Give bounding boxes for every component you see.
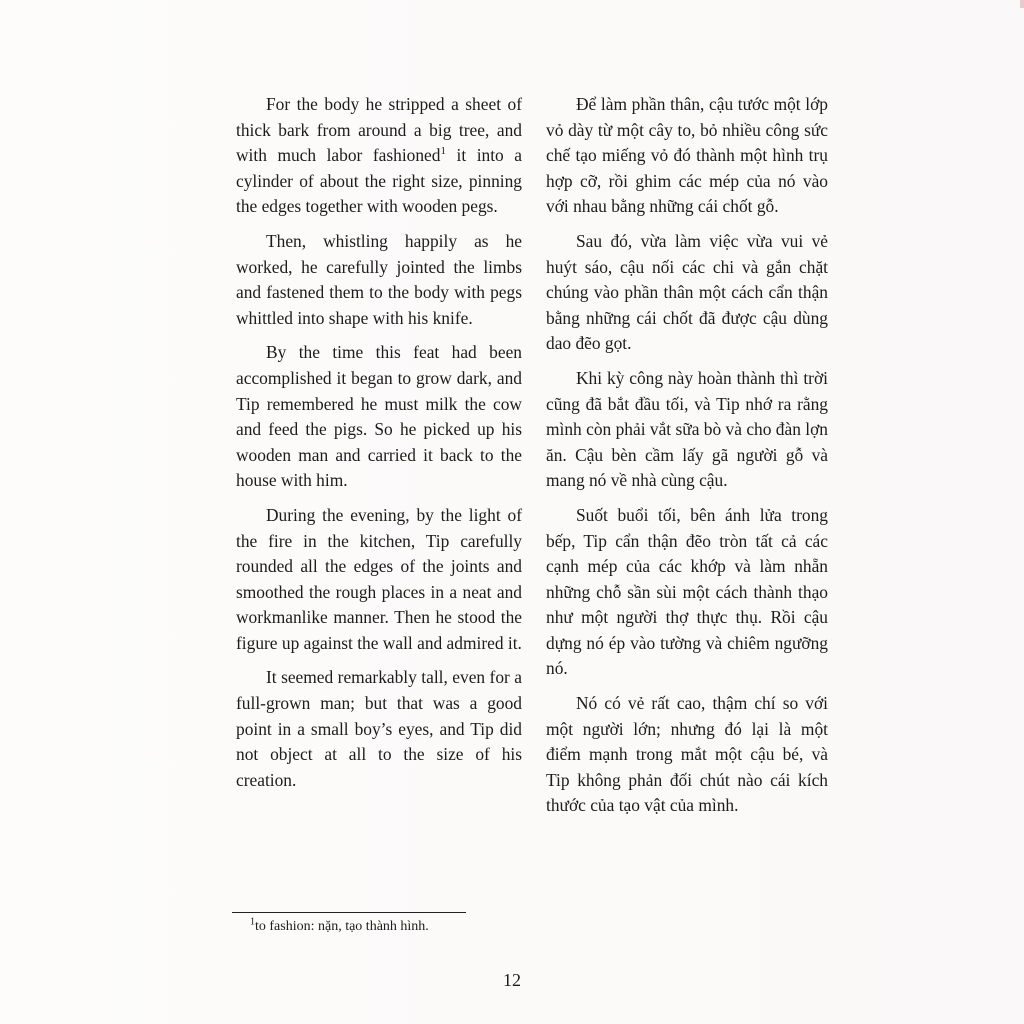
footnote-reference: 1 <box>440 145 446 158</box>
english-paragraph-1-text-cont: it into a cylinder of about the right size, pinning the edges together with wooden pegs. <box>236 145 522 217</box>
page-number: 12 <box>503 970 521 990</box>
footnote-divider <box>232 912 466 913</box>
footnote-marker: 1 <box>250 916 255 928</box>
vietnamese-column <box>546 92 828 828</box>
vietnamese-paragraph-3: Khi kỳ công này hoàn thành thì trời cũng đã bắt đầu tối, và Tip nhớ ra rằng mình còn phải vắt sữa bò và cho đàn lợn ăn. Cậu bèn cầm lấy gã người gỗ và mang nó về nhà cùng cậu. <box>546 367 828 491</box>
footnote <box>250 918 429 936</box>
vietnamese-paragraph-2: Sau đó, vừa làm việc vừa vui vẻ huýt sáo, cậu nối các chi và gắn chặt chúng vào phần thân một cách cẩn thận bằng những cái chốt đã được cậu dùng dao đẽo gọt. <box>546 230 828 354</box>
vietnamese-paragraph-5: Nó có vẻ rất cao, thậm chí so với một người lớn; nhưng đó lại là một điểm mạnh trong mắt một cậu bé, và Tip không phản đối chút nào cái kích thước của tạo vật của mình. <box>546 693 828 816</box>
english-paragraph-1 <box>236 92 522 220</box>
english-column <box>236 92 522 802</box>
english-paragraph-3: By the time this feat had been accomplished it began to grow dark, and Tip remembered he must milk the cow and feed the pigs. So he picked up his wooden man and carried it back to the house with him. <box>236 342 522 491</box>
page-edge-mark <box>1020 0 1024 8</box>
english-paragraph-1-text: For the body he stripped a sheet of thick bark from around a big tree, and with much labor fashioned <box>236 94 522 166</box>
english-paragraph-5: It seemed remarkably tall, even for a full-grown man; but that was a good point in a small boy’s eyes, and Tip did not object at all to the size of his creation. <box>236 667 522 790</box>
vietnamese-paragraph-1: Để làm phần thân, cậu tước một lớp vỏ dày từ một cây to, bỏ nhiều công sức chế tạo miếng vỏ đó thành một hình trụ hợp cỡ, rồi ghim các mép của nó vào với nhau bằng những cái chốt gỗ. <box>546 94 828 217</box>
english-paragraph-4: During the evening, by the light of the fire in the kitchen, Tip carefully rounded all the edges of the joints and smoothed the rough places in a neat and workmanlike manner. Then he stood the figure up against the wall and admired it. <box>236 504 522 653</box>
footnote-text: to fashion: nặn, tạo thành hình. <box>255 919 429 934</box>
english-paragraph-2: Then, whistling happily as he worked, he carefully jointed the limbs and fastened them to the body with pegs whittled into shape with his knife. <box>236 230 522 328</box>
vietnamese-paragraph-4: Suốt buổi tối, bên ánh lửa trong bếp, Tip cẩn thận đẽo tròn tất cả các cạnh mép của các khớp và làm nhẵn những chỗ sần sùi một cách thành thạo như một người thợ thực thụ. Rồi cậu dựng nó ép vào tường và chiêm ngưỡng nó. <box>546 504 828 679</box>
